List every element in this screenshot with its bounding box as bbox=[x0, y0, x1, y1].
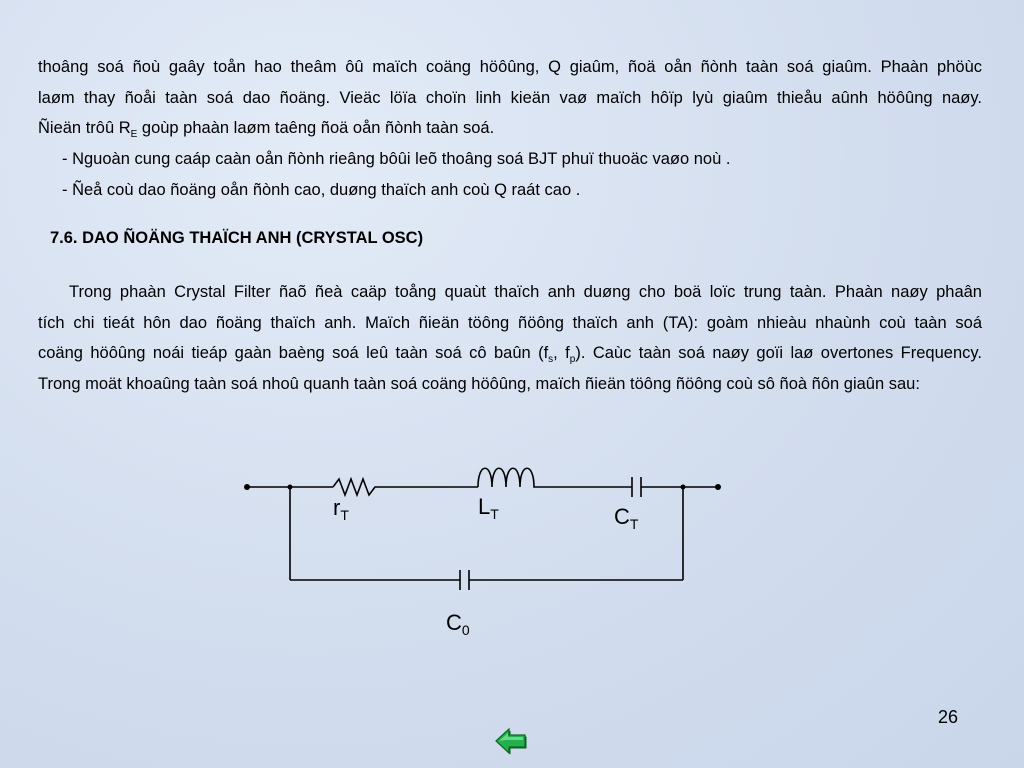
bullet-power-supply: - Nguoàn cung caáp caàn oån ñònh rieâng bôûi leõ thoâng soá BJT phuï thuoäc vaøo noù . bbox=[62, 150, 731, 168]
page-number: 26 bbox=[938, 707, 959, 727]
bullet-high-q-crystal: - Ñeå coù dao ñoäng oån ñònh cao, duøng thaïch anh coù Q raát cao . bbox=[62, 181, 581, 199]
terminal-dot-right bbox=[715, 484, 721, 490]
body-line-3: coäng höôûng noái tieáp gaàn baèng soá leû taàn soá cô baûn ($f_s$, $f_p$). Caùc taàn soá naøy goïi laø overtones Frequency. bbox=[38, 344, 982, 365]
label-lt: $L_T$ bbox=[478, 494, 499, 522]
node-dot-left bbox=[288, 485, 293, 490]
label-c0: $C_0$ bbox=[446, 610, 470, 638]
intro-line-3: Ñieän trôû $R_E$ goùp phaàn laøm taêng ñoä oån ñònh taàn soá. bbox=[38, 119, 495, 140]
body-line-4: Trong moät khoaûng taàn soá nhoû quanh taàn soá coäng höôûng, maïch ñieän töông ñöông coù sô ñoà ñôn giaûn sau: bbox=[38, 374, 920, 393]
body-line-2: tích chi tieát hôn dao ñoäng thaïch anh. Maïch ñieän töông ñöông thaïch anh (TA): goàm nhieàu nhaùnh coù taàn soá bbox=[38, 313, 982, 332]
label-ct: $C_T$ bbox=[614, 504, 639, 532]
resistor-rt bbox=[333, 479, 380, 495]
node-dot-right bbox=[681, 485, 686, 490]
inductor-lt bbox=[478, 468, 538, 487]
back-arrow-button[interactable] bbox=[494, 726, 528, 756]
label-rt: $r_T$ bbox=[333, 495, 349, 523]
section-heading: 7.6. DAO ÑOÄNG THAÏCH ANH (CRYSTAL OSC) bbox=[50, 229, 424, 247]
intro-line-2: laøm thay ñoåi taàn soá dao ñoäng. Vieäc löïa choïn linh kieän vaø maïch hôïp lyù giaûm thieåu aûnh höôûng naøy. bbox=[38, 88, 982, 107]
intro-line-1: thoâng soá ñoù gaây toån hao theâm ôû maïch coäng höôûng, Q giaûm, ñoä oån ñònh taàn soá giaûm. Phaàn phöùc bbox=[38, 58, 982, 76]
green-left-arrow-icon bbox=[496, 729, 527, 755]
body-line-1: Trong phaàn Crystal Filter ñaõ ñeà caäp toång quaùt thaïch anh duøng cho boä loïc trung taàn. Phaàn naøy phaân bbox=[69, 283, 982, 301]
terminal-dot-left bbox=[244, 484, 250, 490]
